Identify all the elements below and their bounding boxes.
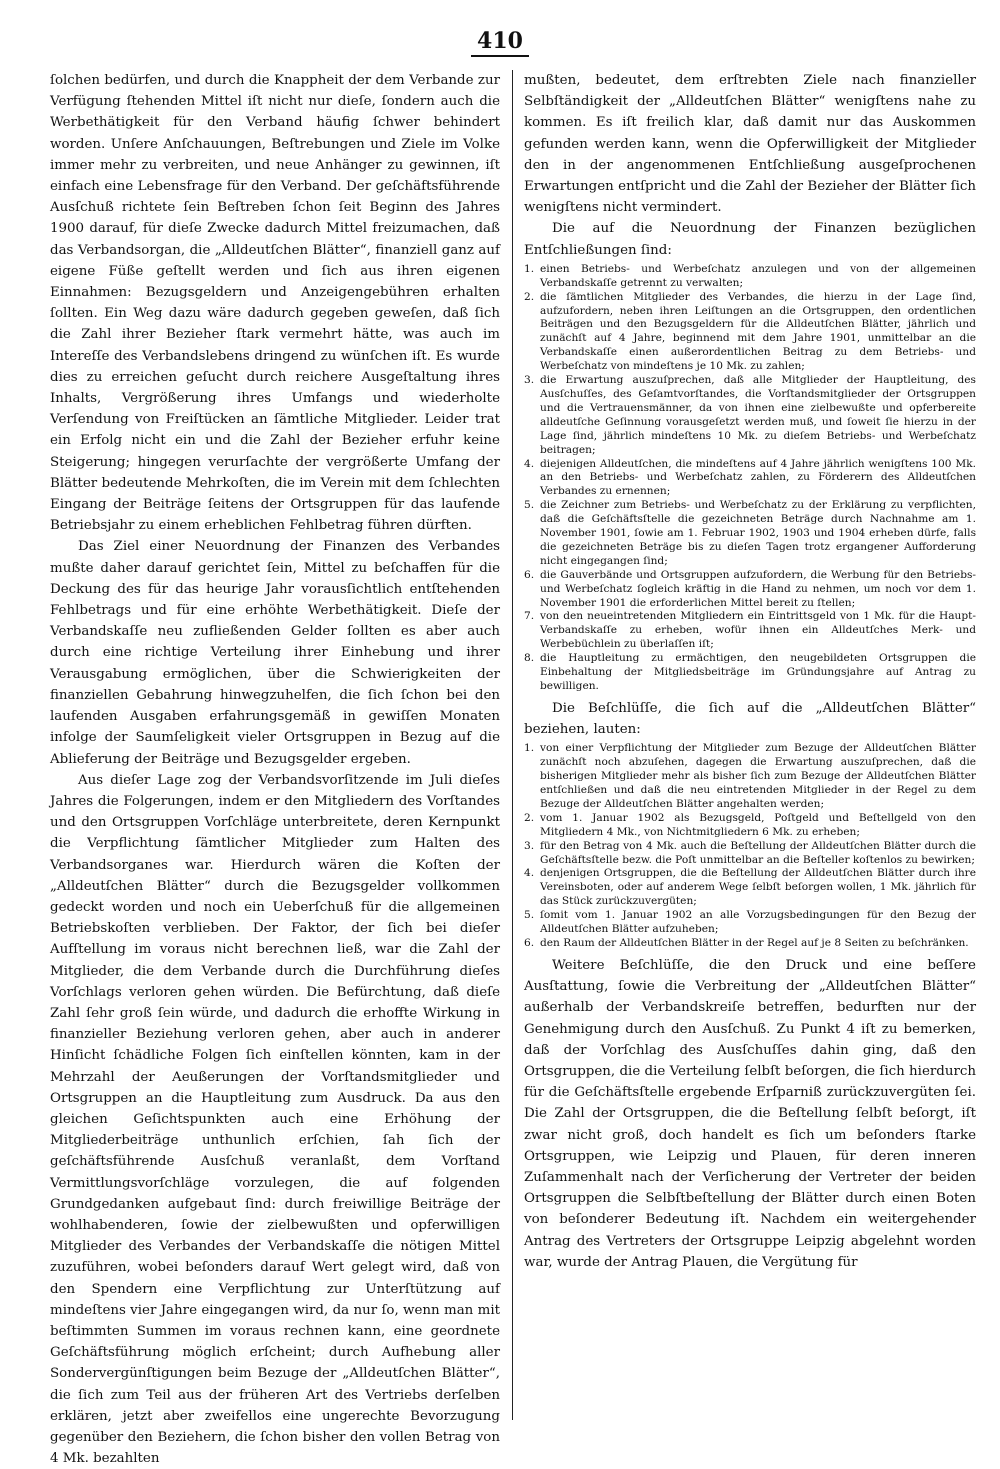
list-item: [524, 909, 976, 937]
list-item-number: 4.: [524, 867, 535, 880]
list-item: [524, 610, 976, 652]
list-item-number: 2.: [524, 811, 535, 824]
finance-resolutions-list: [524, 263, 976, 694]
paragraph: ſolchen bedürfen, und durch die Knappheit der dem Verbande zur Verfügung ſtehenden Mittel iſt nicht nur dieſe, ſondern auch die Werbethätigkeit für den Verband häufig ſchwer behindert worden. Unſere Anſchauungen, Beſtrebungen und Ziele im Volke immer mehr zu verbreiten, und neue Anhänger zu gewinnen, iſt einfach eine Lebensfrage für den Verband. Der geſchäftsführende Ausſchuß richtete ſein Beſtreben ſchon ſeit Beginn des Jahres 1900 darauf, für dieſe Zwecke dadurch Mittel freizumachen, daß das Verbandsorgan, die „Alldeutſchen Blätter“, finanziell ganz auf eigene Füße geſtellt werden und ſich aus ihren eigenen Einnahmen: Bezugsgeldern und Anzeigengebühren erhalten ſollten. Ein Weg dazu wäre dadurch gegeben geweſen, daß ſich die Zahl ihrer Bezieher ſtark vermehrt hätte, was auch im Intereſſe des Verbandslebens dringend zu wünſchen iſt. Es wurde dies zu erreichen geſucht durch reichere Ausgeſtaltung ihres Inhalts, Vergrößerung ihres Umfangs und wiederholte Verſendung von Freiſtücken an ſämtliche Mitglieder. Leider trat ein Erfolg nicht ein und die Zahl der Bezieher erfuhr keine Steigerung; hingegen verurſachte der vergrößerte Umfang der Blätter bedeutende Mehrkoſten, die im Verein mit dem ſchlechten Eingang der Beiträge ſeitens der Ortsgruppen für das laufende Betriebsjahr zu einem erheblichen Fehlbetrag führen dürften.: [50, 73, 500, 534]
list-item-text: diejenigen Alldeutſchen, die mindeſtens auf 4 Jahre jährlich wenigſtens 100 Mk. an den Betriebs- und Werbeſchatz zahlen, zu Förderern des Alldeutſchen Verbandes zu ernennen;: [540, 457, 976, 498]
list-item-number: 7.: [524, 610, 535, 623]
list-item-text: ſomit vom 1. Januar 1902 an alle Vorzugsbedingungen für den Bezug der Alldeutſchen Blätter aufzuheben;: [540, 909, 976, 936]
list-item-number: 5.: [524, 909, 535, 922]
list-item-number: 3.: [524, 374, 535, 387]
list-item-number: 4.: [524, 457, 535, 470]
list-item: [524, 937, 976, 951]
list-item: [524, 812, 976, 840]
list-item-text: die Zeichner zum Betriebs- und Werbeſchatz zu der Erklärung zu verpflichten, daß die Geſchäftsſtelle die gezeichneten Beträge durch Nachnahme am 1. November 1901, ſowie am 1. Februar 1902, 1903 und 1904 erheben dürfe, falls die gezeichneten Beträge bis zu dieſen Tagen trotz ergangener Aufforderung nicht eingegangen ſind;: [540, 499, 976, 567]
list-item-text: von den neueintretenden Mitgliedern ein Eintrittsgeld von 1 Mk. für die Haupt-Verbandskaſſe zu erheben, wofür ihnen ein Alldeutſches Merk- und Werbebüchlein zu überlaſſen iſt;: [540, 610, 976, 651]
section-heading: Die Beſchlüſſe, die ſich auf die „Alldeutſchen Blätter“ beziehen, lauten:: [524, 700, 976, 738]
list-item-text: den Raum der Alldeutſchen Blätter in der Regel auf je 8 Seiten zu beſchränken.: [540, 937, 969, 950]
list-item-number: 3.: [524, 839, 535, 852]
list-item: [524, 263, 976, 291]
list-item: [524, 458, 976, 500]
section-heading: Die auf die Neuordnung der Finanzen bezüglichen Entſchließungen ſind:: [524, 221, 976, 258]
list-item: [524, 291, 976, 374]
paragraph: Weitere Beſchlüſſe, die den Druck und eine beſſere Ausſtattung, ſowie die Verbreitung der „Alldeutſchen Blätter“ außerhalb der Verbandskreiſe betreffen, bedurften nur der Genehmigung durch den Ausſchuß. Zu Punkt 4 iſt zu bemerken, daß der Vorſchlag des Ausſchuſſes dahin ging, daß den Ortsgruppen, die die Verteilung ſelbſt beſorgen, die ſich hierdurch für die Geſchäftsſtelle ergebende Erſparniß zurückzuvergüten ſei. Die Zahl der Ortsgruppen, die die Beſtellung ſelbſt beſorgt, iſt zwar nicht groß, doch handelt es ſich um beſonders ſtarke Ortsgruppen, wie Leipzig und Plauen, für deren inneren Zuſammenhalt nach der Verſicherung der Vertreter der beiden Ortsgruppen die Selbſtbeſtellung der Blätter durch einen Boten von beſonderer Bedeutung iſt. Nachdem ein weitergehender Antrag des Vertreters der Ortsgruppe Leipzig abgelehnt worden war, wurde der Antrag Plauen, die Vergütung für: [524, 957, 976, 1270]
list-item-text: die ſämtlichen Mitglieder des Verbandes, die hierzu in der Lage ſind, aufzufordern, neben ihren Leiſtungen an die Ortsgruppen, den ordentlichen Beiträgen und den Bezugsgeldern für die Alldeutſchen Blätter, jährlich und zunächſt auf 4 Jahre, beginnend mit dem Jahre 1901, unmittelbar an die Verbandskaſſe einen außerordentlichen Beitrag zu dem Betriebs- und Werbeſchatz von mindeſtens je 10 Mk. zu zahlen;: [540, 290, 976, 373]
list-item: [524, 840, 976, 868]
blaetter-resolutions-list: [524, 742, 976, 951]
list-item: [524, 569, 976, 611]
list-item-text: von einer Verpflichtung der Mitglieder zum Bezuge der Alldeutſchen Blätter zunächſt noch abzuſehen, dagegen die Erwartung auszuſprechen, daß die bisherigen Mitglieder mehr als bisher ſich zum Bezuge der Alldeutſchen Blätter entſchließen und daß die neu eintretenden Mitglieder in der Regel zu dem Bezuge der Alldeutſchen Blätter angehalten werden;: [540, 742, 976, 810]
list-item-number: 8.: [524, 652, 535, 665]
paragraph: Aus dieſer Lage zog der Verbandsvorſitzende im Juli dieſes Jahres die Folgerungen, indem er den Mitgliedern des Vorſtandes und den Ortsgruppen Vorſchläge unterbreitete, deren Kernpunkt die Verpflichtung ſämtlicher Mitglieder zum Halten des Verbandsorganes war. Hierdurch wären die Koſten der „Alldeutſchen Blätter“ durch die Bezugsgelder vollkommen gedeckt worden und noch ein Ueberſchuß für die allgemeinen Betriebskoſten verblieben. Der Faktor, der ſich bei dieſer Aufſtellung im voraus nicht berechnen ließ, war die Zahl der Mitglieder, die dem Verbande durch die Durchführung dieſes Vorſchlags verloren gehen würden. Die Befürchtung, daß dieſe Zahl ſehr groß ſein würde, und dadurch die erhoffte Wirkung in finanzieller Beziehung verloren gehen, aber auch in anderer Hinſicht ſchädliche Folgen ſich einſtellen könnten, kam in der Mehrzahl der Aeußerungen der Vorſtandsmitglieder und Ortsgruppen an die Hauptleitung zum Ausdruck. Da aus den gleichen Geſichtspunkten auch eine Erhöhung der Mitgliederbeiträge unthunlich erſchien, ſah ſich der geſchäftsführende Ausſchuß veranlaßt, dem Vorſtand Vermittlungsvorſchläge vorzulegen, die auf folgenden Grundgedanken aufgebaut ſind: durch freiwillige Beiträge der wohlhabenderen, ſowie der zielbewußten und opferwilligen Mitglieder des Verbandes der Verbandskaſſe die nötigen Mittel zuzuführen, wobei beſonders darauf Wert gelegt wird, daß von den Spendern eine Verpflichtung zur Unterſtützung auf mindeſtens vier Jahre eingegangen wird, da nur ſo, wenn man mit beſtimmten Summen im voraus rechnen kann, eine geordnete Geſchäftsführung möglich erſcheint; durch Aufhebung aller Sondervergünſtigungen beim Bezuge der „Alldeutſchen Blätter“, die ſich zum Teil aus der früheren Art des Vertriebs derſelben erklären, jetzt aber zweifellos eine ungerechte Bevorzugung gegenüber den Beziehern, die ſchon bisher den vollen Betrag von 4 Mk. bezahlten: [50, 772, 500, 1467]
page-number: 410: [0, 28, 1000, 54]
paragraph: Das Ziel einer Neuordnung der Finanzen des Verbandes mußte daher darauf gerichtet ſein, Mittel zu beſchaffen für die Deckung des für das heurige Jahr vorausſichtlich entſtehenden Fehlbetrags und für eine erhöhte Werbethätigkeit. Dieſe der Verbandskaſſe neu zufließenden Gelder ſollten es aber auch durch eine richtige Verteilung ihrer Einhebung und ihrer Verausgabung ermöglichen, über die Schwierigkeiten der finanziellen Gebahrung hinwegzuhelfen, die ſich ſchon bei den laufenden Ausgaben erfahrungsgemäß in gewiſſen Monaten infolge der Saumſeligkeit vieler Ortsgruppen in Bezug auf die Ablieferung der Beiträge und Bezugsgelder ergeben.: [50, 539, 500, 767]
list-item-text: für den Betrag von 4 Mk. auch die Beſtellung der Alldeutſchen Blätter durch die Geſchäftsſtelle bezw. die Poſt unmittelbar an die Beſteller koſtenlos zu bewirken;: [540, 839, 976, 866]
list-item-text: die Gauverbände und Ortsgruppen aufzufordern, die Werbung für den Betriebs- und Werbeſchatz ſogleich kräftig in die Hand zu nehmen, um noch vor dem 1. November 1901 die erforderlichen Mittel bereit zu ſtellen;: [540, 568, 976, 609]
column-divider: [512, 70, 513, 1420]
list-item-number: 2.: [524, 290, 535, 303]
right-column: [524, 70, 976, 1420]
list-item-number: 1.: [524, 262, 535, 275]
list-item-text: vom 1. Januar 1902 als Bezugsgeld, Poſtgeld und Beſtellgeld von den Mitgliedern 4 Mk., von Nichtmitgliedern 6 Mk. zu erheben;: [540, 811, 976, 838]
list-item: [524, 499, 976, 569]
list-item-number: 6.: [524, 568, 535, 581]
list-item-number: 6.: [524, 937, 535, 950]
list-item-text: einen Betriebs- und Werbeſchatz anzulegen und von der allgemeinen Verbandskaſſe getrennt zu verwalten;: [540, 262, 976, 289]
list-item: [524, 374, 976, 457]
list-item-text: die Erwartung auszuſprechen, daß alle Mitglieder der Hauptleitung, des Ausſchuſſes, des Geſamtvorſtandes, die Vorſtandsmitglieder der Ortsgruppen und die Vertrauensmänner, da von ihnen eine zielbewußte und opferbereite alldeutſche Geſinnung vorausgeſetzt werden muß, und ſoweit ſie hierzu in der Lage ſind, jährlich mindeſtens 10 Mk. zu dieſem Betriebs- und Werbeſchatz beitragen;: [540, 374, 976, 456]
list-item: [524, 867, 976, 909]
list-item: [524, 742, 976, 812]
list-item-number: 1.: [524, 742, 535, 755]
list-item: [524, 652, 976, 694]
list-item-text: denjenigen Ortsgruppen, die die Beſtellung der Alldeutſchen Blätter durch ihre Vereinsboten, oder auf anderem Wege ſelbſt beſorgen wollen, 1 Mk. jährlich für das Stück zurückzuvergüten;: [540, 867, 976, 908]
list-item-number: 5.: [524, 499, 535, 512]
left-column: [50, 70, 500, 1467]
list-item-text: die Hauptleitung zu ermächtigen, den neugebildeten Ortsgruppen die Einbehaltung der Mitgliedsbeiträge im Gründungsjahre auf Antrag zu bewilligen.: [540, 652, 976, 693]
paragraph: mußten, bedeutet, dem erſtrebten Ziele nach finanzieller Selbſtändigkeit der „Alldeutſchen Blätter“ wenigſtens nahe zu kommen. Es iſt freilich klar, daß damit nur das Auskommen gefunden werden kann, wenn die Opferwilligkeit der Mitglieder den in der angenommenen Entſchließung ausgeſprochenen Erwartungen entſpricht und die Zahl der Bezieher der Blätter ſich wenigſtens nicht vermindert.: [524, 73, 976, 216]
